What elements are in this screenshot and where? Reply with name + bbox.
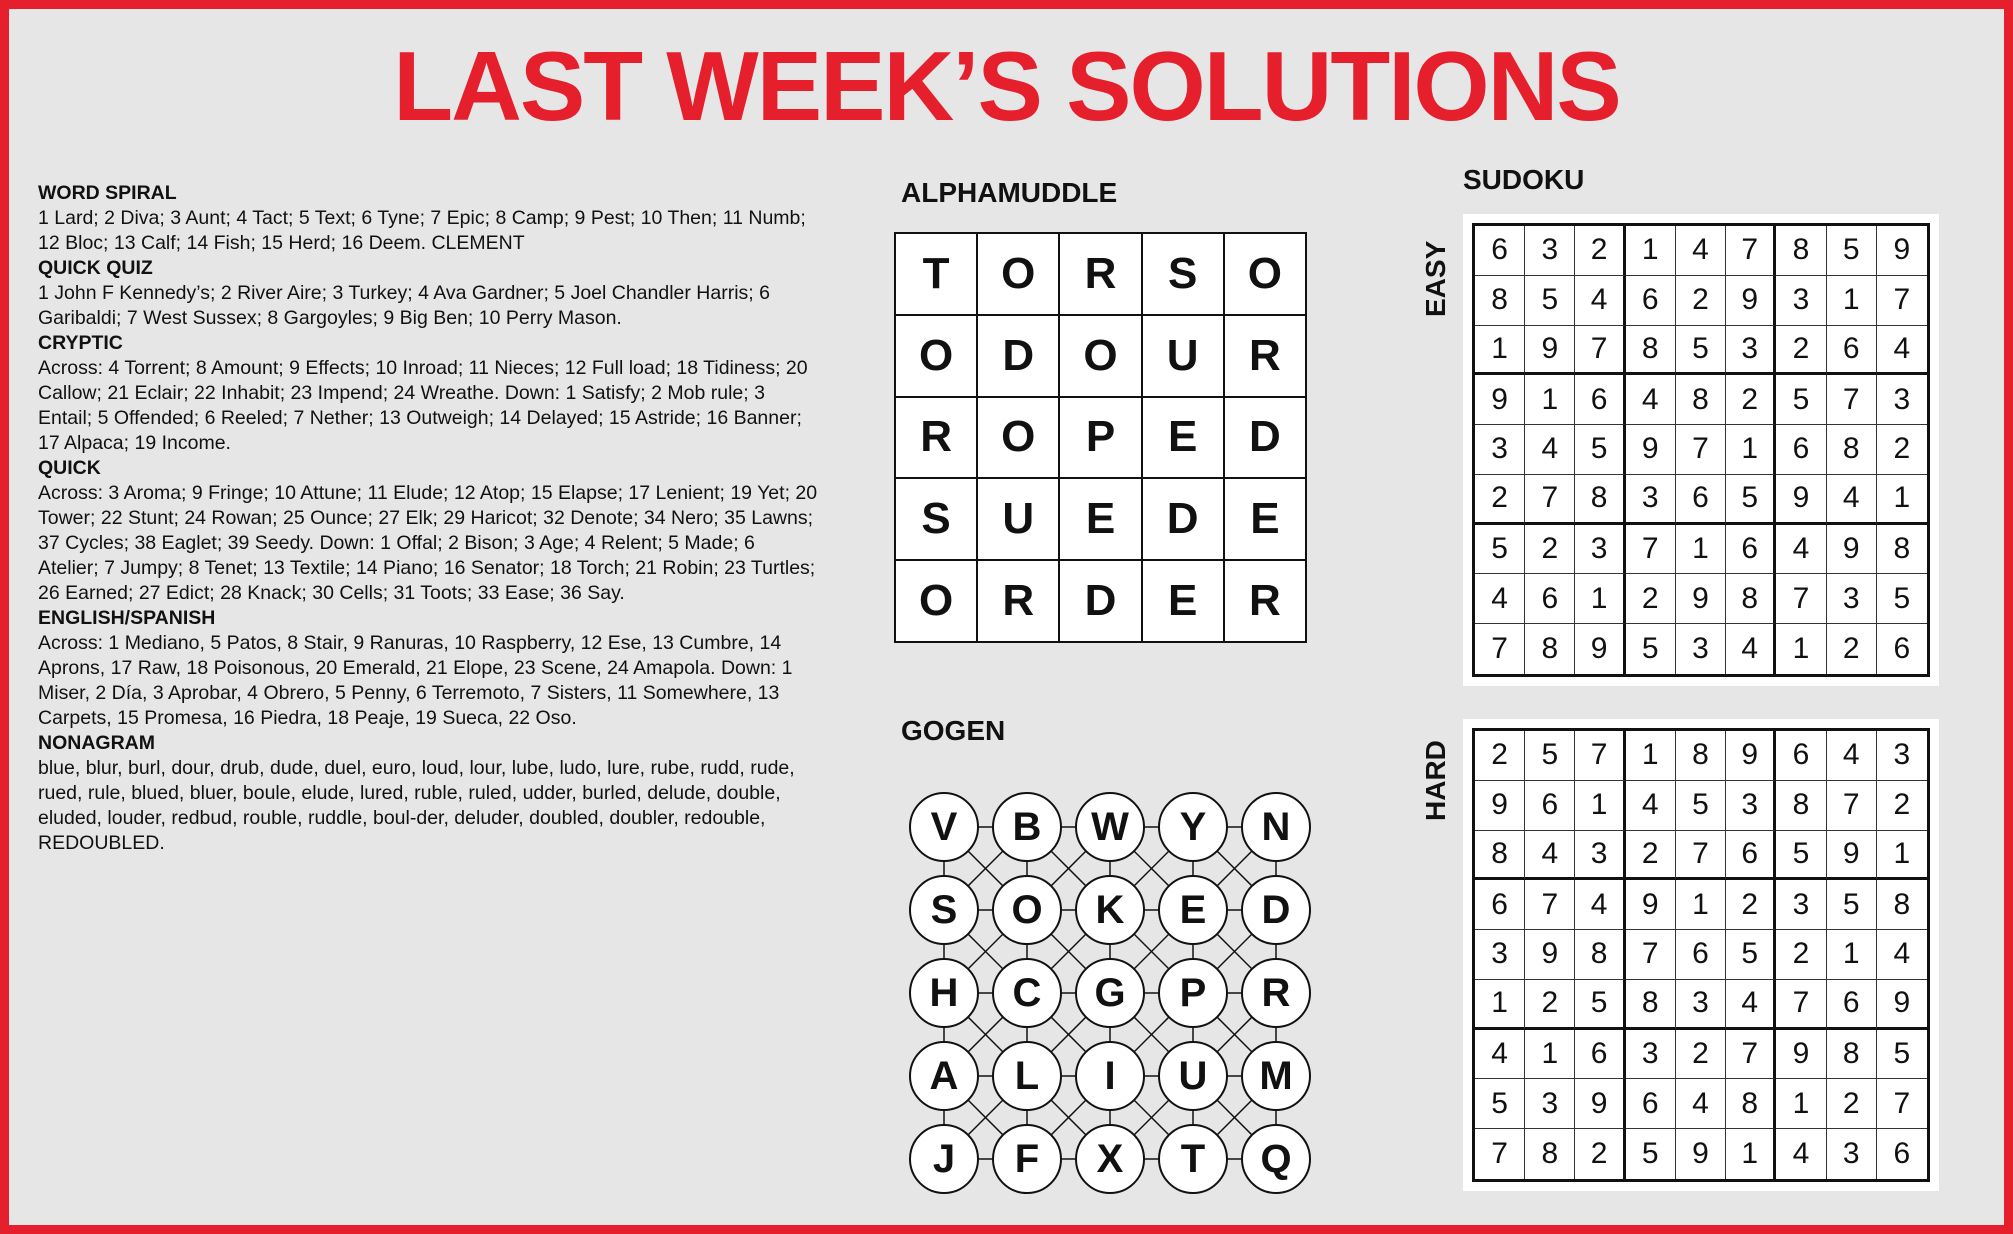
solution-heading: ENGLISH/SPANISH	[38, 607, 216, 629]
solution-text: Across: 1 Mediano, 5 Patos, 8 Stair, 9 Ranuras, 10 Raspberry, 12 Ese, 13 Cumbre, 14 Aprons, 17 Raw, 18 Poisonous, 20 Emerald, 21 Elope, 23 Scene, 24 Amapola. Down: 1 Miser, 2 Día, 3 Aprobar, 4 Obrero, 5 Penny, 6 Terremoto, 7 Sisters, 11 Somewhere, 13 Carpets, 15 Promesa, 16 Piedra, 18 Peaje, 19 Sueca, 22 Oso.	[38, 632, 793, 729]
sudoku-cell: 6	[1776, 731, 1826, 781]
sudoku-cell: 2	[1525, 525, 1575, 575]
sudoku-cell: 4	[1676, 1079, 1726, 1129]
sudoku-cell: 7	[1726, 226, 1776, 276]
sudoku-cell: 8	[1626, 980, 1676, 1030]
gogen-letter-node: J	[909, 1124, 979, 1194]
sudoku-cell: 3	[1776, 880, 1826, 930]
alphamuddle-cell: T	[896, 234, 976, 314]
sudoku-cell: 9	[1776, 475, 1826, 525]
sudoku-cell: 1	[1575, 781, 1625, 831]
alphamuddle-cell: O	[978, 398, 1058, 478]
sudoku-cell: 7	[1877, 1079, 1927, 1129]
sudoku-cell: 2	[1776, 326, 1826, 376]
sudoku-cell: 4	[1877, 326, 1927, 376]
sudoku-cell: 3	[1525, 1079, 1575, 1129]
sudoku-cell: 3	[1475, 425, 1525, 475]
gogen-grid	[889, 772, 1319, 1202]
solution-heading: QUICK QUIZ	[38, 257, 153, 279]
sudoku-cell: 3	[1877, 731, 1927, 781]
sudoku-cell: 1	[1475, 980, 1525, 1030]
sudoku-cell: 4	[1726, 980, 1776, 1030]
gogen-letter-node: E	[1158, 875, 1228, 945]
sudoku-cell: 4	[1525, 831, 1575, 881]
gogen-letter-node: Q	[1241, 1124, 1311, 1194]
solution-text: 1 Lard; 2 Diva; 3 Aunt; 4 Tact; 5 Text; 6 Tyne; 7 Epic; 8 Camp; 9 Pest; 10 Then; 11 Numb; 12 Bloc; 13 Calf; 14 Fish; 15 Herd; 16 Deem. CLEMENT	[38, 207, 806, 254]
sudoku-cell: 6	[1525, 781, 1575, 831]
sudoku-cell: 9	[1525, 326, 1575, 376]
sudoku-cell: 7	[1626, 525, 1676, 575]
sudoku-cell: 4	[1776, 1129, 1826, 1179]
sudoku-cell: 2	[1726, 375, 1776, 425]
sudoku-cell: 6	[1726, 831, 1776, 881]
cryptic-solution	[38, 331, 818, 456]
sudoku-cell: 4	[1575, 880, 1625, 930]
sudoku-cell: 2	[1525, 980, 1575, 1030]
sudoku-cell: 1	[1626, 226, 1676, 276]
sudoku-cell: 4	[1626, 375, 1676, 425]
alphamuddle-cell: P	[1060, 398, 1140, 478]
sudoku-cell: 3	[1626, 1030, 1676, 1080]
sudoku-cell: 9	[1626, 880, 1676, 930]
sudoku-cell: 5	[1626, 1129, 1676, 1179]
gogen-letter-node: I	[1075, 1041, 1145, 1111]
sudoku-cell: 6	[1726, 525, 1776, 575]
sudoku-cell: 5	[1575, 425, 1625, 475]
sudoku-cell: 8	[1575, 930, 1625, 980]
sudoku-cell: 7	[1575, 326, 1625, 376]
gogen-letter-node: V	[909, 792, 979, 862]
sudoku-cell: 7	[1475, 624, 1525, 674]
alphamuddle-cell: R	[896, 398, 976, 478]
alphamuddle-cell: E	[1225, 479, 1305, 559]
gogen-letter-node: N	[1241, 792, 1311, 862]
sudoku-cell: 8	[1676, 375, 1726, 425]
sudoku-cell: 6	[1827, 980, 1877, 1030]
sudoku-cell: 1	[1525, 375, 1575, 425]
solution-text: Across: 3 Aroma; 9 Fringe; 10 Attune; 11 Elude; 12 Atop; 15 Elapse; 17 Lenient; 19 Yet; 20 Tower; 22 Stunt; 24 Rowan; 25 Ounce; 27 Elk; 29 Haricot; 32 Denote; 34 Nero; 35 Lawns; 37 Cycles; 38 Eaglet; 39 Seedy. Down: 1 Offal; 2 Bison; 3 Age; 4 Relent; 5 Made; 6 Atelier; 7 Jumpy; 8 Tenet; 13 Textile; 14 Piano; 16 Senator; 18 Torch; 21 Robin; 23 Turtles; 26 Earned; 27 Edict; 28 Knack; 30 Cells; 31 Toots; 33 Ease; 36 Say.	[38, 482, 818, 604]
alphamuddle-grid	[894, 232, 1307, 643]
sudoku-cell: 4	[1877, 930, 1927, 980]
sudoku-cell: 7	[1877, 276, 1927, 326]
sudoku-cell: 3	[1676, 624, 1726, 674]
sudoku-easy-grid	[1472, 223, 1930, 677]
alphamuddle-title: ALPHAMUDDLE	[901, 177, 1118, 208]
sudoku-cell: 1	[1676, 525, 1726, 575]
alphamuddle-cell: R	[978, 561, 1058, 641]
sudoku-cell: 3	[1827, 574, 1877, 624]
sudoku-cell: 4	[1575, 276, 1625, 326]
sudoku-cell: 4	[1626, 781, 1676, 831]
sudoku-cell: 5	[1676, 781, 1726, 831]
sudoku-cell: 5	[1726, 930, 1776, 980]
easy-label: EASY	[1420, 240, 1451, 317]
alphamuddle-cell: S	[1143, 234, 1223, 314]
solution-heading: NONAGRAM	[38, 732, 155, 754]
gogen-letter-node: B	[992, 792, 1062, 862]
sudoku-cell: 1	[1776, 624, 1826, 674]
sudoku-cell: 4	[1726, 624, 1776, 674]
alphamuddle-cell: O	[896, 316, 976, 396]
alphamuddle-cell: O	[1060, 316, 1140, 396]
solution-heading: WORD SPIRAL	[38, 182, 177, 204]
sudoku-cell: 7	[1676, 831, 1726, 881]
sudoku-cell: 7	[1827, 781, 1877, 831]
alphamuddle-cell: D	[978, 316, 1058, 396]
gogen-letter-node: C	[992, 958, 1062, 1028]
nonagram-solution	[38, 731, 818, 856]
gogen-letter-node: A	[909, 1041, 979, 1111]
solution-heading: CRYPTIC	[38, 332, 123, 354]
sudoku-cell: 9	[1676, 574, 1726, 624]
gogen-letter-node: W	[1075, 792, 1145, 862]
sudoku-cell: 3	[1726, 781, 1776, 831]
sudoku-cell: 6	[1626, 1079, 1676, 1129]
sudoku-hard-panel	[1463, 719, 1939, 1191]
sudoku-cell: 9	[1575, 1079, 1625, 1129]
sudoku-cell: 5	[1827, 880, 1877, 930]
alphamuddle-cell: O	[1225, 234, 1305, 314]
sudoku-cell: 6	[1893, 1137, 1911, 1171]
sudoku-cell: 3	[1575, 831, 1625, 881]
sudoku-cell: 9	[1475, 375, 1525, 425]
sudoku-cell: 7	[1726, 1030, 1776, 1080]
sudoku-cell: 8	[1575, 475, 1625, 525]
sudoku-cell: 9	[1827, 525, 1877, 575]
sudoku-cell: 9	[1726, 731, 1776, 781]
sudoku-cell: 2	[1776, 930, 1826, 980]
sudoku-cell: 3	[1676, 980, 1726, 1030]
sudoku-cell: 1	[1676, 880, 1726, 930]
gogen-letter-node: L	[992, 1041, 1062, 1111]
sudoku-cell: 6	[1475, 880, 1525, 930]
sudoku-cell: 2	[1575, 226, 1625, 276]
sudoku-cell: 4	[1827, 475, 1877, 525]
gogen-letter-node: O	[992, 875, 1062, 945]
sudoku-cell: 7	[1525, 475, 1575, 525]
gogen-letter-node: K	[1075, 875, 1145, 945]
sudoku-cell: 5	[1525, 731, 1575, 781]
sudoku-cell: 3	[1877, 375, 1927, 425]
sudoku-cell: 8	[1877, 525, 1927, 575]
sudoku-cell: 5	[1475, 525, 1525, 575]
sudoku-cell: 4	[1475, 1030, 1525, 1080]
sudoku-cell: 9	[1676, 1129, 1726, 1179]
sudoku-cell: 4	[1676, 226, 1726, 276]
sudoku-cell: 7	[1525, 880, 1575, 930]
sudoku-cell: 5	[1575, 980, 1625, 1030]
sudoku-cell: 6	[1475, 226, 1525, 276]
text-solutions-column	[38, 181, 818, 856]
sudoku-cell: 8	[1726, 1079, 1776, 1129]
sudoku-cell: 5	[1877, 574, 1927, 624]
sudoku-cell: 2	[1475, 731, 1525, 781]
alphamuddle-cell: S	[896, 479, 976, 559]
sudoku-cell: 3	[1525, 226, 1575, 276]
sudoku-cell: 6	[1676, 475, 1726, 525]
sudoku-cell: 2	[1877, 425, 1927, 475]
sudoku-cell: 5	[1726, 475, 1776, 525]
sudoku-cell: 5	[1676, 326, 1726, 376]
gogen-title: GOGEN	[901, 715, 1006, 746]
sudoku-cell: 1	[1877, 831, 1927, 881]
sudoku-cell: 6	[1575, 1030, 1625, 1080]
solution-text: Across: 4 Torrent; 8 Amount; 9 Effects; 10 Inroad; 11 Nieces; 12 Full load; 18 Tidiness; 20 Callow; 21 Eclair; 22 Inhabit; 23 Impend; 24 Wreathe. Down: 1 Satisfy; 2 Mob rule; 3 Entail; 5 Offended; 6 Reeled; 7 Nether; 13 Outweigh; 14 Delayed; 15 Astride; 16 Banner; 17 Alpaca; 19 Income.	[38, 357, 808, 454]
alphamuddle-cell: D	[1143, 479, 1223, 559]
sudoku-cell: 6	[1676, 930, 1726, 980]
sudoku-cell: 5	[1626, 624, 1676, 674]
sudoku-cell: 1	[1726, 425, 1776, 475]
sudoku-cell: 8	[1525, 1129, 1575, 1179]
sudoku-cell: 6	[1827, 326, 1877, 376]
sudoku-cell: 3	[1626, 475, 1676, 525]
sudoku-cell: 1	[1575, 574, 1625, 624]
gogen-letter-node: R	[1241, 958, 1311, 1028]
sudoku-cell: 1	[1827, 930, 1877, 980]
sudoku-cell: 6	[1776, 425, 1826, 475]
sudoku-cell: 3	[1827, 1129, 1877, 1179]
sudoku-cell: 9	[1726, 276, 1776, 326]
gogen-letter-node: U	[1158, 1041, 1228, 1111]
sudoku-cell: 3	[1475, 930, 1525, 980]
gogen-letter-node: M	[1241, 1041, 1311, 1111]
sudoku-easy-panel	[1463, 214, 1939, 686]
sudoku-cell: 2	[1475, 475, 1525, 525]
solution-heading: QUICK	[38, 457, 101, 479]
sudoku-cell: 5	[1776, 831, 1826, 881]
sudoku-cell: 2	[1726, 880, 1776, 930]
alphamuddle-cell: R	[1060, 234, 1140, 314]
sudoku-cell: 8	[1776, 226, 1826, 276]
sudoku-cell: 7	[1776, 574, 1826, 624]
alphamuddle-cell: E	[1143, 561, 1223, 641]
alphamuddle-cell: O	[896, 561, 976, 641]
solution-text: blue, blur, burl, dour, drub, dude, duel, euro, loud, lour, lube, ludo, lure, rube, rudd, rude, rued, rule, blued, bluer, boule, elude, lured, ruble, ruled, udder, burled, delude, double, eluded, louder, redbud, rouble, ruddle, boul-der, deluder, doubled, doubler, redouble, REDOUBLED.	[38, 757, 795, 854]
sudoku-cell: 1	[1776, 1079, 1826, 1129]
sudoku-cell: 4	[1827, 731, 1877, 781]
sudoku-cell: 3	[1575, 525, 1625, 575]
sudoku-cell: 7	[1475, 1129, 1525, 1179]
sudoku-cell: 8	[1475, 276, 1525, 326]
sudoku-cell: 8	[1475, 831, 1525, 881]
sudoku-cell: 5	[1475, 1079, 1525, 1129]
alphamuddle-cell: D	[1225, 398, 1305, 478]
sudoku-cell: 5	[1776, 375, 1826, 425]
gogen-letter-node: Y	[1158, 792, 1228, 862]
sudoku-cell: 5	[1827, 226, 1877, 276]
alphamuddle-cell: U	[978, 479, 1058, 559]
sudoku-cell: 2	[1827, 1079, 1877, 1129]
sudoku-cell: 2	[1877, 781, 1927, 831]
alphamuddle-cell: R	[1225, 561, 1305, 641]
sudoku-cell: 3	[1726, 326, 1776, 376]
sudoku-cell: 6	[1626, 276, 1676, 326]
alphamuddle-cell: D	[1060, 561, 1140, 641]
sudoku-cell: 8	[1676, 731, 1726, 781]
sudoku-cell: 8	[1877, 880, 1927, 930]
alphamuddle-cell: E	[1060, 479, 1140, 559]
sudoku-cell: 5	[1877, 1030, 1927, 1080]
gogen-letter-node: G	[1075, 958, 1145, 1028]
gogen-letter-node: X	[1075, 1124, 1145, 1194]
sudoku-cell: 2	[1676, 276, 1726, 326]
alphamuddle-cell: E	[1143, 398, 1223, 478]
alphamuddle-cell: O	[978, 234, 1058, 314]
sudoku-cell: 2	[1827, 624, 1877, 674]
quick-solution	[38, 456, 818, 606]
word-spiral-solution	[38, 181, 818, 256]
sudoku-title: SUDOKU	[1463, 164, 1585, 195]
sudoku-cell: 7	[1827, 375, 1877, 425]
sudoku-cell: 9	[1877, 226, 1927, 276]
sudoku-cell: 9	[1827, 831, 1877, 881]
sudoku-cell: 1	[1626, 731, 1676, 781]
sudoku-cell: 8	[1827, 1030, 1877, 1080]
sudoku-cell: 2	[1676, 1030, 1726, 1080]
sudoku-cell: 6	[1893, 632, 1911, 666]
sudoku-cell: 2	[1626, 831, 1676, 881]
gogen-letter-node: S	[909, 875, 979, 945]
sudoku-cell: 1	[1726, 1129, 1776, 1179]
alphamuddle-cell: R	[1225, 316, 1305, 396]
sudoku-cell: 9	[1626, 425, 1676, 475]
sudoku-cell: 9	[1877, 980, 1927, 1030]
sudoku-cell: 2	[1575, 1129, 1625, 1179]
sudoku-cell: 4	[1525, 425, 1575, 475]
quick-quiz-solution	[38, 256, 818, 331]
sudoku-hard-grid	[1472, 728, 1930, 1182]
sudoku-cell: 8	[1776, 781, 1826, 831]
alphamuddle-cell: U	[1143, 316, 1223, 396]
sudoku-cell: 1	[1475, 326, 1525, 376]
sudoku-cell: 7	[1626, 930, 1676, 980]
sudoku-cell: 8	[1525, 624, 1575, 674]
sudoku-cell: 8	[1726, 574, 1776, 624]
sudoku-cell: 8	[1626, 326, 1676, 376]
gogen-letter-node: T	[1158, 1124, 1228, 1194]
sudoku-cell: 1	[1877, 475, 1927, 525]
sudoku-cell: 6	[1575, 375, 1625, 425]
english-spanish-solution	[38, 606, 818, 731]
sudoku-cell: 7	[1575, 731, 1625, 781]
sudoku-cell: 9	[1475, 781, 1525, 831]
sudoku-cell: 9	[1776, 1030, 1826, 1080]
gogen-letter-node: P	[1158, 958, 1228, 1028]
sudoku-cell: 4	[1475, 574, 1525, 624]
sudoku-cell: 1	[1525, 1030, 1575, 1080]
sudoku-cell: 9	[1525, 930, 1575, 980]
gogen-letter-node: H	[909, 958, 979, 1028]
hard-label: HARD	[1420, 740, 1451, 821]
solution-text: 1 John F Kennedy’s; 2 River Aire; 3 Turkey; 4 Ava Gardner; 5 Joel Chandler Harris; 6 Garibaldi; 7 West Sussex; 8 Gargoyles; 9 Big Ben; 10 Perry Mason.	[38, 282, 770, 329]
sudoku-cell: 2	[1626, 574, 1676, 624]
sudoku-cell: 1	[1827, 276, 1877, 326]
sudoku-cell: 5	[1525, 276, 1575, 326]
sudoku-cell: 8	[1827, 425, 1877, 475]
sudoku-cell: 7	[1776, 980, 1826, 1030]
sudoku-cell: 4	[1776, 525, 1826, 575]
gogen-letter-node: F	[992, 1124, 1062, 1194]
gogen-letter-node: D	[1241, 875, 1311, 945]
sudoku-cell: 6	[1525, 574, 1575, 624]
sudoku-cell: 7	[1676, 425, 1726, 475]
sudoku-cell: 9	[1575, 624, 1625, 674]
page-title: LAST WEEK’S SOLUTIONS	[393, 31, 1620, 141]
sudoku-cell: 3	[1776, 276, 1826, 326]
